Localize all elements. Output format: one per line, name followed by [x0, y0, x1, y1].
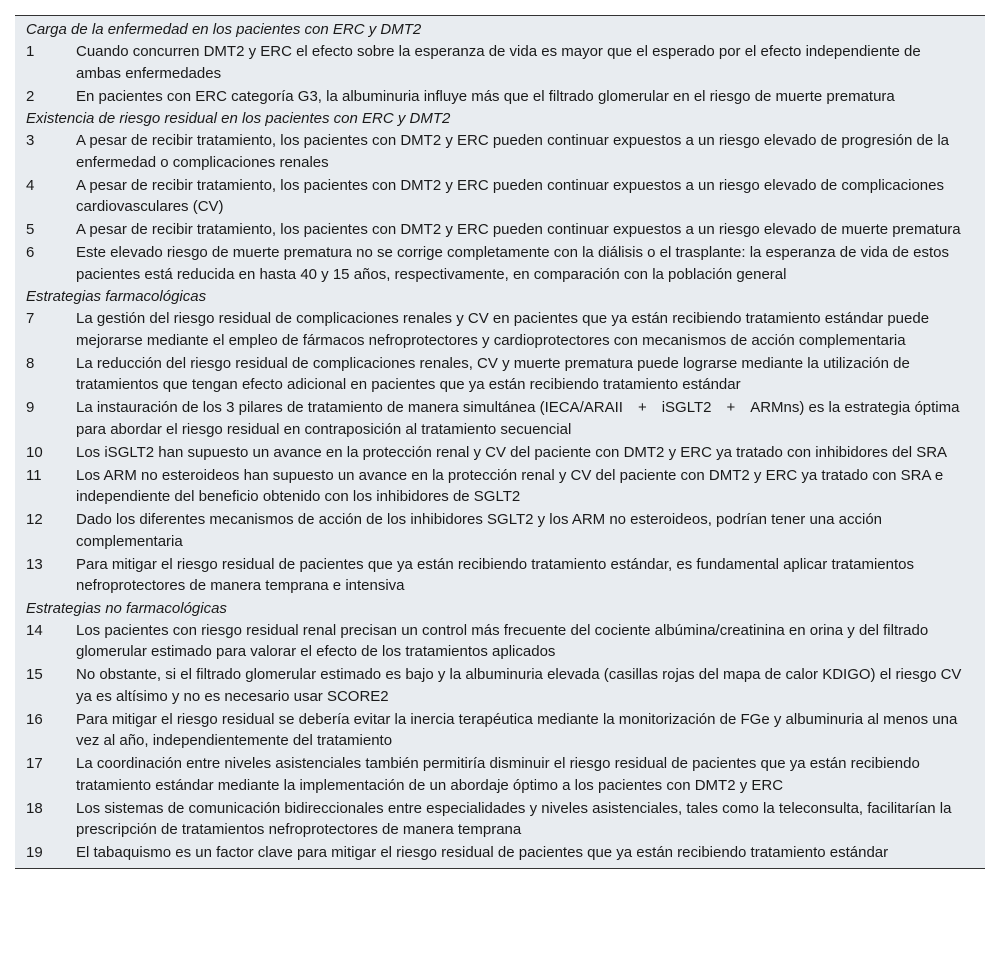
row-number: 6 [26, 244, 35, 261]
row-number: 10 [26, 443, 43, 461]
row-number: 15 [26, 666, 43, 683]
table-row [15, 307, 985, 351]
row-text: Para mitigar el riesgo residual de pacientes que ya están recibiendo tratamiento estándar, es fundamental aplicar tratamientos nefroprotectores de manera temprana e intensiva [76, 555, 914, 594]
row-text: A pesar de recibir tratamiento, los pacientes con DMT2 y ERC pueden continuar expuestos a un riesgo elevado de muerte prematura [76, 221, 961, 238]
row-text: Los iSGLT2 han supuesto un avance en la protección renal y CV del paciente con DMT2 y ERC ya tratado con inhibidores del SRA [76, 443, 948, 461]
row-number: 19 [26, 844, 43, 861]
row-number: 5 [26, 221, 35, 238]
consensus-table [15, 15, 985, 869]
row-number: 1 [26, 43, 35, 60]
row-text: Los ARM no esteroideos han supuesto un avance en la protección renal y CV del paciente con DMT2 y ERC ya tratado con SRA e independiente del beneficio obtenido con los inhibidores de SGLT2 [76, 466, 944, 505]
table-row [15, 508, 985, 552]
row-text: Los pacientes con riesgo residual renal precisan un control más frecuente del cociente albúmina/creatinina en orina y del filtrado glomerular estimado para valorar el efecto de los tratamientos aplicados [76, 621, 929, 660]
table-row [15, 85, 985, 108]
row-text: A pesar de recibir tratamiento, los pacientes con DMT2 y ERC pueden continuar expuestos a un riesgo elevado de progresión de la enfermedad o complicaciones renales [76, 132, 950, 171]
row-number: 17 [26, 755, 43, 772]
row-text: El tabaquismo es un factor clave para mitigar el riesgo residual de pacientes que ya están recibiendo tratamiento estándar [76, 844, 889, 861]
row-text: La coordinación entre niveles asistenciales también permitiría disminuir el riesgo residual de pacientes que ya están recibiendo tratamiento estándar mediante la implementación de un abordaje óptimo a los pacientes con DMT2 y ERC [76, 755, 920, 794]
row-number: 2 [26, 87, 35, 105]
row-number: 16 [26, 710, 43, 728]
table-row [15, 619, 985, 663]
row-text: Este elevado riesgo de muerte prematura no se corrige completamente con la diálisis o el trasplante: la esperanza de vida de estos pacientes está reducida en hasta 40 y 15 años, respectivamente, en comparación con la población general [76, 244, 949, 283]
row-number: 3 [26, 132, 35, 149]
table-row [15, 174, 985, 218]
row-number: 18 [26, 799, 43, 817]
table-row [15, 553, 985, 597]
table-row [15, 752, 985, 796]
section-header: Estrategias farmacológicas [26, 288, 207, 305]
row-text: La reducción del riesgo residual de complicaciones renales, CV y muerte prematura puede lograrse mediante la utilización de tratamientos que tengan efecto adicional en pacientes que ya están recibiendo tratamiento estándar [76, 354, 910, 393]
table-row [15, 441, 985, 464]
row-number: 14 [26, 621, 43, 639]
section-header: Existencia de riesgo residual en los pacientes con ERC y DMT2 [26, 110, 451, 127]
table-row [15, 841, 985, 864]
row-text: En pacientes con ERC categoría G3, la albuminuria influye más que el filtrado glomerular en el riesgo de muerte prematura [76, 87, 895, 105]
row-text: La instauración de los 3 pilares de tratamiento de manera simultánea (IECA/ARAII + iSGLT2 + ARMns) es la estrategia óptima para abordar el riesgo residual en contraposición al tratamiento secuencial [76, 399, 960, 438]
table-row [15, 352, 985, 396]
table-row [15, 663, 985, 707]
row-text: Para mitigar el riesgo residual se debería evitar la inercia terapéutica mediante la monitorización de FGe y albuminuria al menos una vez al año, independientemente del tratamiento [76, 710, 958, 749]
row-number: 13 [26, 555, 43, 573]
section-header: Estrategias no farmacológicas [26, 599, 227, 617]
row-text: Dado los diferentes mecanismos de acción de los inhibidores SGLT2 y los ARM no esteroideos, podrían tener una acción complementaria [76, 511, 883, 550]
table-row [15, 708, 985, 752]
row-text: Los sistemas de comunicación bidireccionales entre especialidades y niveles asistenciales, tales como la teleconsulta, facilitarían la prescripción de tratamientos nefroprotectores de manera temprana [76, 799, 952, 838]
row-number: 4 [26, 176, 35, 194]
row-text: Cuando concurren DMT2 y ERC el efecto sobre la esperanza de vida es mayor que el esperado por el efecto independiente de ambas enfermedades [76, 43, 921, 82]
table-row [15, 797, 985, 841]
table-row [15, 241, 985, 285]
row-text: No obstante, si el filtrado glomerular estimado es bajo y la albuminuria elevada (casillas rojas del mapa de calor KDIGO) el riesgo CV ya es altísimo y no es necesario usar SCORE2 [76, 666, 962, 705]
row-number: 12 [26, 511, 43, 528]
section-header: Carga de la enfermedad en los pacientes con ERC y DMT2 [26, 21, 422, 38]
row-number: 11 [26, 466, 42, 484]
table-row [15, 396, 985, 440]
table-row [15, 40, 985, 84]
row-number: 7 [26, 310, 35, 327]
table-row [15, 218, 985, 241]
table-row [15, 464, 985, 508]
row-text: A pesar de recibir tratamiento, los pacientes con DMT2 y ERC pueden continuar expuestos a un riesgo elevado de complicaciones cardiovasculares (CV) [76, 176, 944, 215]
table-row [15, 129, 985, 173]
row-text: La gestión del riesgo residual de complicaciones renales y CV en pacientes que ya están recibiendo tratamiento estándar puede mejorarse mediante el empleo de fármacos nefroprotectores y cardioprotectores con mecanismos de acción complementaria [76, 310, 930, 349]
row-number: 9 [26, 399, 35, 416]
row-number: 8 [26, 354, 35, 372]
